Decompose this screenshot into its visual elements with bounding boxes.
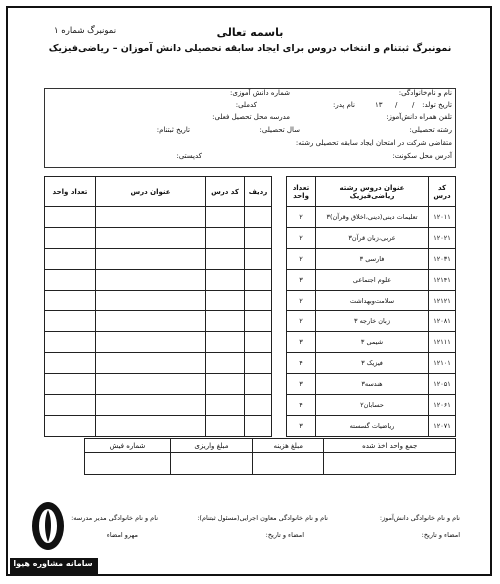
code-cell[interactable] xyxy=(206,332,245,353)
table-row xyxy=(45,290,272,311)
selected-courses-table xyxy=(44,176,272,437)
course-units: ۲ xyxy=(287,311,316,332)
course-list-table xyxy=(286,176,456,437)
code-cell[interactable] xyxy=(206,374,245,395)
units-cell[interactable] xyxy=(45,353,96,374)
title-cell[interactable] xyxy=(96,415,206,436)
course-units: ۴ xyxy=(287,353,316,374)
page-title: نمونبرگ ثبتنام و انتخاب دروس برای ایجاد سابقه تحصیلی دانش آموزان – ریاضی‌فیزیک xyxy=(48,43,452,54)
postal-label: کدپستی: xyxy=(176,152,202,160)
deputy-sign-date-label: امضاء و تاریخ: xyxy=(265,531,304,539)
units-cell[interactable] xyxy=(45,415,96,436)
student-signature-label: نام و نام خانوادگی دانش‌آموز: xyxy=(379,514,460,522)
row-cell[interactable] xyxy=(245,269,272,290)
code-cell[interactable] xyxy=(206,207,245,228)
table-row xyxy=(45,353,272,374)
course-code: ۱۲۰۸۱ xyxy=(429,311,456,332)
course-code: ۱۲۱۲۱ xyxy=(429,290,456,311)
row-cell[interactable] xyxy=(245,311,272,332)
table-row xyxy=(287,415,456,436)
title-cell[interactable] xyxy=(96,374,206,395)
course-code: ۱۲۰۲۱ xyxy=(429,227,456,248)
units-cell[interactable] xyxy=(45,269,96,290)
units-cell[interactable] xyxy=(45,332,96,353)
course-title: علوم اجتماعی xyxy=(316,269,429,290)
col-units: تعداد واحد xyxy=(287,177,316,207)
table-row xyxy=(287,207,456,228)
course-units: ۲ xyxy=(287,248,316,269)
form-number: نمونبرگ شماره ۱ xyxy=(54,26,117,36)
table-row xyxy=(45,311,272,332)
cost-header: مبلغ هزینه xyxy=(253,439,324,453)
course-code: ۱۲۰۳۱ xyxy=(429,248,456,269)
table-row xyxy=(287,353,456,374)
code-cell[interactable] xyxy=(206,395,245,416)
course-code: ۱۲۰۱۱ xyxy=(429,207,456,228)
course-code: ۱۲۰۶۱ xyxy=(429,395,456,416)
table-row xyxy=(287,374,456,395)
col-title: عنوان دروس رشته ریاضی‌فیزیک xyxy=(316,177,429,207)
units-cell[interactable] xyxy=(45,227,96,248)
birth-date-label: تاریخ تولد: xyxy=(422,101,452,109)
receipt-number-cell[interactable] xyxy=(85,453,171,475)
course-title: زبان خارجه ۳ xyxy=(316,311,429,332)
table-row xyxy=(45,395,272,416)
row-cell[interactable] xyxy=(245,374,272,395)
code-cell[interactable] xyxy=(206,227,245,248)
table-row xyxy=(45,227,272,248)
student-sign-date-label: امضاء و تاریخ: xyxy=(421,531,460,539)
date-sep-1: / xyxy=(412,101,415,109)
course-title: هندسه۳ xyxy=(316,374,429,395)
course-title: ریاضیات گسسته xyxy=(316,415,429,436)
course-title: حسابان۲ xyxy=(316,395,429,416)
course-code: ۱۲۰۵۱ xyxy=(429,374,456,395)
table-row xyxy=(287,227,456,248)
payment-summary-table xyxy=(84,438,456,475)
table-row xyxy=(45,332,272,353)
course-code: ۱۲۱۴۱ xyxy=(429,269,456,290)
col-row: ردیف xyxy=(245,177,272,207)
course-title: شیمی ۳ xyxy=(316,332,429,353)
school-label: مدرسه محل تحصیل فعلی: xyxy=(212,113,290,121)
course-title: فارسی ۳ xyxy=(316,248,429,269)
total-units-header: جمع واحد اخذ شده xyxy=(324,439,456,453)
units-cell[interactable] xyxy=(45,290,96,311)
course-units: ۲ xyxy=(287,207,316,228)
address-label: آدرس محل سکونت: xyxy=(392,152,452,160)
reg-date-label: تاریخ ثبتنام: xyxy=(156,126,190,134)
course-title: سلامت‌وبهداشت xyxy=(316,290,429,311)
table-row xyxy=(45,269,272,290)
code-cell[interactable] xyxy=(206,290,245,311)
table-row xyxy=(287,248,456,269)
school-year-label: سال تحصیلی: xyxy=(259,126,300,134)
units-cell[interactable] xyxy=(45,248,96,269)
course-title: تعلیمات دینی(دینی،اخلاق وقرآن)۳ xyxy=(316,207,429,228)
table-row xyxy=(287,269,456,290)
table-row xyxy=(287,395,456,416)
principal-signature-label: نام و نام خانوادگی مدیر مدرسه: xyxy=(71,514,158,522)
principal-stamp-label: مهرو امضاء xyxy=(106,531,138,539)
bismillah: باسمه تعالی xyxy=(216,26,284,39)
title-cell[interactable] xyxy=(96,353,206,374)
title-cell[interactable] xyxy=(96,332,206,353)
deposit-header: مبلغ واریزی xyxy=(170,439,252,453)
col-code: کد درس xyxy=(206,177,245,207)
title-cell[interactable] xyxy=(96,395,206,416)
col-title: عنوان درس xyxy=(96,177,206,207)
course-code: ۱۲۱۰۱ xyxy=(429,353,456,374)
table-row xyxy=(45,207,272,228)
row-cell[interactable] xyxy=(245,227,272,248)
course-code: ۱۲۱۱۱ xyxy=(429,332,456,353)
father-label: نام پدر: xyxy=(332,101,355,109)
course-units: ۳ xyxy=(287,415,316,436)
code-cell[interactable] xyxy=(206,415,245,436)
title-cell[interactable] xyxy=(96,311,206,332)
code-cell[interactable] xyxy=(206,248,245,269)
table-row xyxy=(287,290,456,311)
course-title: عربی،زبان قرآن۳ xyxy=(316,227,429,248)
name-label: نام و نام‌خانوادگی: xyxy=(398,89,452,97)
course-units: ۳ xyxy=(287,332,316,353)
hiva-logo xyxy=(8,496,100,576)
row-cell[interactable] xyxy=(245,415,272,436)
course-units: ۳ xyxy=(287,269,316,290)
table-row xyxy=(45,415,272,436)
title-cell[interactable] xyxy=(96,207,206,228)
units-cell[interactable] xyxy=(45,395,96,416)
year-prefix: ۱۳ xyxy=(375,101,383,109)
units-cell[interactable] xyxy=(45,311,96,332)
course-units: ۲ xyxy=(287,290,316,311)
course-units: ۴ xyxy=(287,395,316,416)
table-row xyxy=(287,311,456,332)
col-code: کد درس xyxy=(429,177,456,207)
table-row xyxy=(287,332,456,353)
receipt-number-header: شماره فیش xyxy=(85,439,171,453)
row-cell[interactable] xyxy=(245,248,272,269)
row-cell[interactable] xyxy=(245,207,272,228)
total-units-cell[interactable] xyxy=(324,453,456,475)
title-cell[interactable] xyxy=(96,248,206,269)
row-cell[interactable] xyxy=(245,332,272,353)
col-units: تعداد واحد xyxy=(45,177,96,207)
mobile-label: تلفن همراه دانش‌آموز: xyxy=(386,113,452,121)
units-cell[interactable] xyxy=(45,374,96,395)
national-code-label: کدملی: xyxy=(235,101,257,109)
table-row xyxy=(45,248,272,269)
course-units: ۲ xyxy=(287,227,316,248)
title-cell[interactable] xyxy=(96,227,206,248)
table-row xyxy=(45,374,272,395)
course-code: ۱۲۰۷۱ xyxy=(429,415,456,436)
watermark-text: سامانه مشاوره هیوا xyxy=(13,559,93,568)
row-cell[interactable] xyxy=(245,290,272,311)
code-cell[interactable] xyxy=(206,269,245,290)
deputy-signature-label: نام و نام خانوادگی معاون اجرایی(مسئول ثبتنام): xyxy=(197,514,328,522)
field-label: رشته تحصیلی: xyxy=(409,126,452,134)
date-sep-2: / xyxy=(395,101,398,109)
course-title: فیزیک ۳ xyxy=(316,353,429,374)
title-cell[interactable] xyxy=(96,269,206,290)
cost-cell[interactable] xyxy=(253,453,324,475)
units-cell[interactable] xyxy=(45,207,96,228)
applicant-field-label: متقاضی شرکت در امتحان ایجاد سابقه تحصیلی رشته: xyxy=(295,139,452,147)
code-cell[interactable] xyxy=(206,311,245,332)
student-no-label: شماره دانش آموزی: xyxy=(229,89,290,97)
row-cell[interactable] xyxy=(245,395,272,416)
deposit-cell[interactable] xyxy=(170,453,252,475)
code-cell[interactable] xyxy=(206,353,245,374)
row-cell[interactable] xyxy=(245,353,272,374)
course-units: ۳ xyxy=(287,374,316,395)
title-cell[interactable] xyxy=(96,290,206,311)
